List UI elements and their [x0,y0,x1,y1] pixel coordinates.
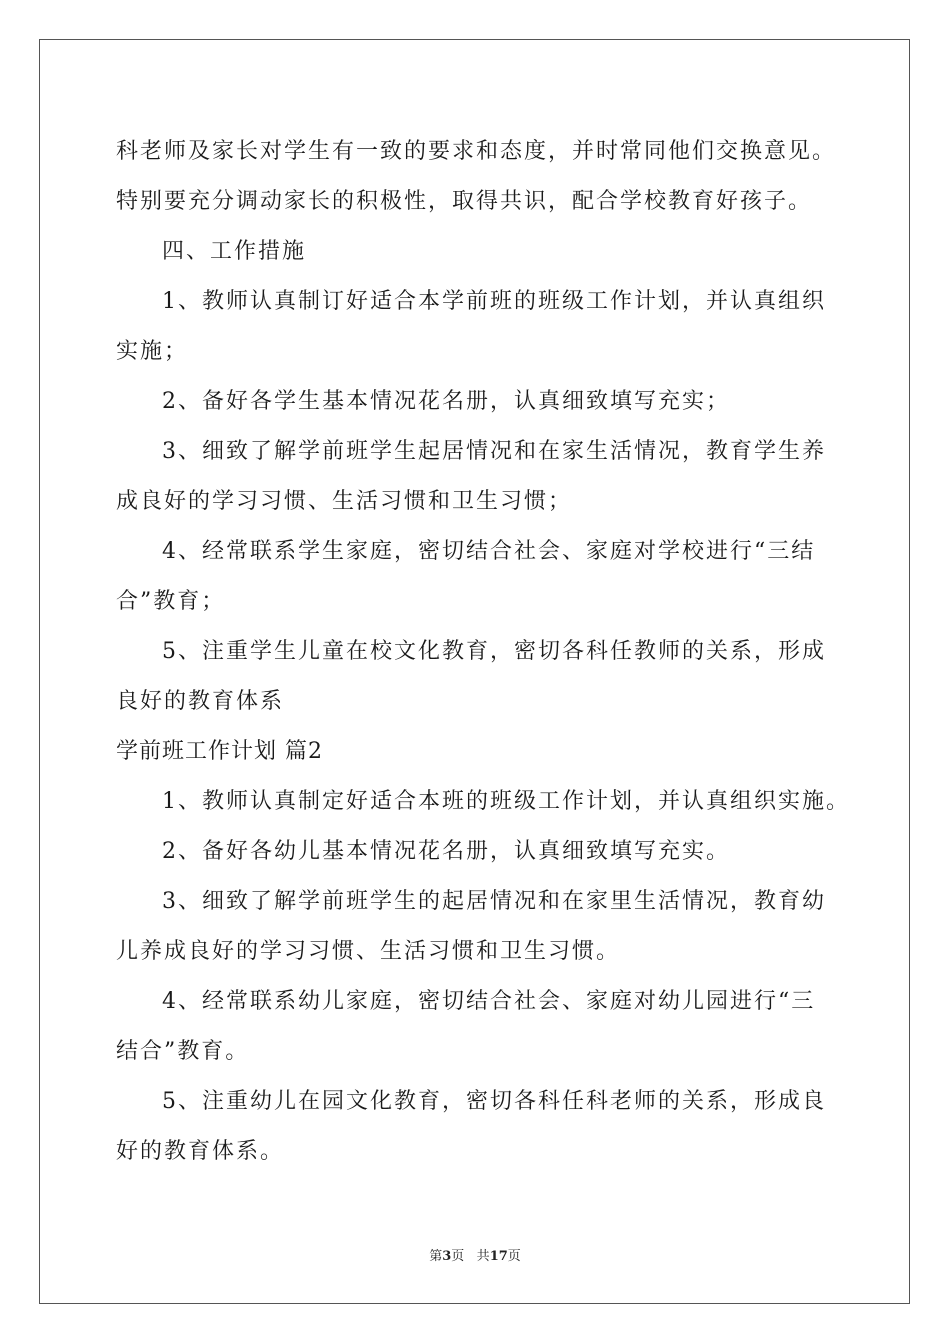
text-line: 科老师及家长对学生有一致的要求和态度，并时常同他们交换意见。 [116,139,837,164]
text-line: 5、注重幼儿在园文化教育，密切各科任科老师的关系，形成良 [162,1089,826,1114]
text-line: 1、教师认真制订好适合本学前班的班级工作计划，并认真组织 [162,289,826,314]
total-prefix: 共 [476,1249,490,1264]
page-suffix: 页 [451,1249,465,1264]
text-line: 好的教育体系。 [116,1139,285,1164]
total-pages: 17 [489,1249,508,1264]
total-suffix: 页 [507,1249,521,1264]
text-line: 合”教育； [116,589,226,614]
text-line: 5、注重学生儿童在校文化教育，密切各科任教师的关系，形成 [162,639,826,664]
text-line: 2、备好各幼儿基本情况花名册，认真细致填写充实。 [162,839,730,864]
text-line: 成良好的学习习惯、生活习惯和卫生习惯； [116,489,573,514]
text-line: 4、经常联系学生家庭，密切结合社会、家庭对学校进行“三结 [162,539,816,564]
text-line: 2、备好各学生基本情况花名册，认真细致填写充实； [162,389,730,414]
page-prefix: 第 [429,1249,443,1264]
section-heading: 四、工作措施 [162,239,307,264]
text-line: 儿养成良好的学习习惯、生活习惯和卫生习惯。 [116,939,621,964]
text-line: 3、细致了解学前班学生的起居情况和在家里生活情况，教育幼 [162,889,826,914]
text-line: 实施； [116,339,189,364]
page-number: 3 [442,1249,452,1264]
text-line: 4、经常联系幼儿家庭，密切结合社会、家庭对幼儿园进行“三 [162,989,816,1014]
article-title: 学前班工作计划 篇2 [116,739,323,764]
text-line: 特别要充分调动家长的积极性，取得共识，配合学校教育好孩子。 [116,189,813,214]
text-line: 良好的教育体系 [116,689,285,714]
text-line: 结合”教育。 [116,1039,250,1064]
document-body [116,127,850,1177]
text-line: 3、细致了解学前班学生起居情况和在家生活情况，教育学生养 [162,439,826,464]
page-footer [0,1245,950,1264]
text-line: 1、教师认真制定好适合本班的班级工作计划，并认真组织实施。 [162,789,850,814]
